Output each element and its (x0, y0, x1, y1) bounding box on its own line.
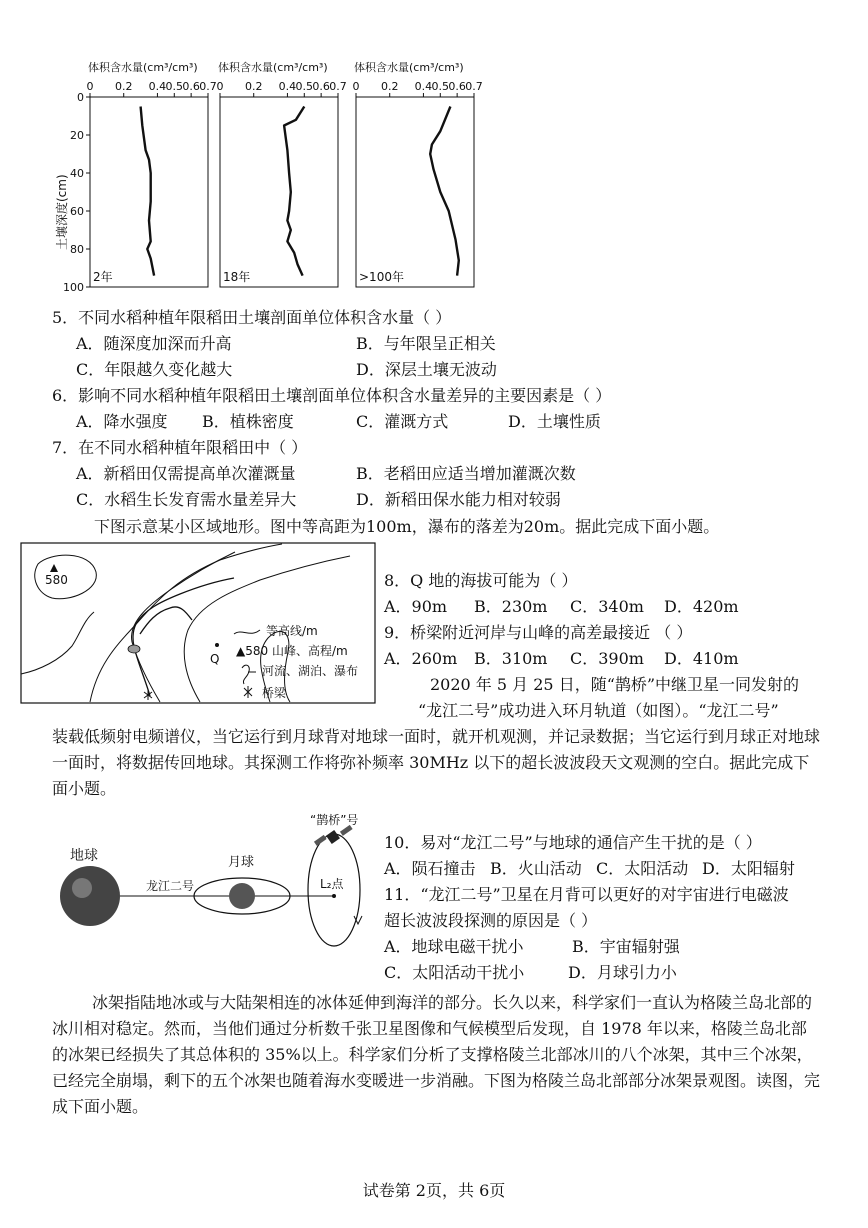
q9-option-d: D．410m (664, 649, 739, 668)
q5-option-c: C．年限越久变化越大 (76, 360, 233, 379)
x-tick-label: 0.5 (295, 80, 314, 93)
contour-line (132, 552, 235, 702)
x-tick-label: 0.7 (465, 80, 483, 93)
longjiang-label: 龙江二号 (146, 879, 195, 893)
q8-option-d: D．420m (664, 597, 739, 616)
legend-contour-label: 等高线/m (266, 624, 318, 638)
y-tick-label: 40 (70, 167, 84, 180)
y-axis-label: 土壤深度(cm) (55, 174, 69, 250)
queqiao-label: “鹊桥”号 (310, 813, 359, 827)
x-tick-label: 0.5 (431, 80, 450, 93)
q10-stem: 10．易对“龙江二号”与地球的通信产生干扰的是（ ） (384, 833, 762, 852)
y-tick-label: 60 (70, 205, 84, 218)
x-tick-label: 0.4 (414, 80, 433, 93)
moisture-line-1 (141, 107, 155, 276)
bridge-icon (144, 690, 152, 700)
x-tick-label: 0.4 (278, 80, 297, 93)
earth-label: 地球 (70, 848, 98, 864)
x-tick-label: 0.6 (182, 80, 200, 93)
legend-water-icon (242, 665, 256, 684)
q11-option-d: D．月球引力小 (568, 963, 677, 982)
q10-option-b: B．火山活动 (490, 859, 582, 878)
q11-stem-line1: 11．“龙江二号”卫星在月背可以更好的对宇宙进行电磁波 (384, 885, 789, 904)
q10-option-d: D．太阳辐射 (702, 859, 795, 878)
q8-option-a: A．90m (384, 597, 448, 616)
x-tick-label: 0 (86, 80, 94, 93)
q10-option-a: A．陨石撞击 (384, 859, 476, 878)
orbit-intro-paragraph: 装载低频射电频谱仪，当它运行到月球背对地球一面时，就开机观测，并记录数据；当它运行到月球正对地球一面时，将数据传回地球。其探测工作将弥补频率 30MHz 以下的超长波波段天文观测的空白。据此完成下面小题。 (52, 727, 821, 798)
x-tick-label: 0.7 (199, 80, 217, 93)
q11-option-b: B．宇宙辐射强 (572, 937, 680, 956)
panel-label-3: >100年 (359, 270, 404, 284)
map-intro: 下图示意某小区域地形。图中等高距为100m，瀑布的落差为20m。据此完成下面小题。 (94, 517, 720, 536)
legend-contour-icon (234, 630, 260, 634)
peak-elevation: 580 (45, 573, 68, 587)
q7-option-a: A．新稻田仅需提高单次灌溉量 (76, 464, 296, 483)
q9-option-a: A．260m (384, 649, 458, 668)
l2-label: L₂点 (320, 877, 344, 891)
q9-option-c: C．390m (570, 649, 644, 668)
orbit-intro-line1: 2020 年 5 月 25 日，随“鹊桥”中继卫星一同发射的 (430, 675, 800, 694)
moisture-line-3 (430, 107, 459, 276)
x-tick-label: 0.2 (380, 80, 399, 93)
q11-option-c: C．太阳活动干扰小 (384, 963, 525, 982)
lake (128, 645, 140, 653)
panel-label-2: 18年 (223, 270, 251, 284)
q7-option-b: B．老稻田应适当增加灌溉次数 (356, 464, 576, 483)
earth-icon (60, 866, 120, 926)
orbit-intro-line2: “龙江二号”成功进入环月轨道（如图）。“龙江二号” (418, 701, 779, 720)
q8-option-c: C．340m (570, 597, 644, 616)
plot-frame-2 (220, 97, 338, 287)
y-tick-label: 20 (70, 129, 84, 142)
q9-option-b: B．310m (474, 649, 548, 668)
contour-line (90, 544, 282, 702)
q6-option-c: C．灌溉方式 (356, 412, 449, 431)
q5-option-b: B．与年限呈正相关 (356, 334, 496, 353)
q7-option-d: D．新稻田保水能力相对较弱 (356, 490, 561, 509)
peak-icon (50, 564, 58, 572)
q5-stem: 5．不同水稻种植年限稻田土壤剖面单位体积含水量（ ） (52, 308, 452, 327)
ice-shelf-intro: 冰架指陆地冰或与大陆架相连的冰体延伸到海洋的部分。长久以来，科学家们一直认为格陵兰岛北部的冰川相对稳定。然而，当他们通过分析数千张卫星图像和气候模型后发现，自 1978 年以来，格陵兰岛北部的冰架已经损失了其总体积的 35%以上。科学家们分析了支撑格陵兰北部冰川的八个冰架，其中三个冰架，已经完全崩塌，剩下的五个冰架也随着海水变暖进一步消融。下图为格陵兰岛北部部分冰架景观图。读图，完成下面小题。 (52, 993, 821, 1116)
q5-option-d: D．深层土壤无波动 (356, 360, 497, 379)
map-frame (21, 543, 375, 703)
x-tick-label: 0.2 (114, 80, 133, 93)
q8-option-b: B．230m (474, 597, 548, 616)
moon-icon (229, 883, 255, 909)
q6-stem: 6．影响不同水稻种植年限稻田土壤剖面单位体积含水量差异的主要因素是（ ） (52, 386, 612, 405)
chart-title-2: 体积含水量(cm³/cm³) (218, 61, 328, 74)
q6-option-b: B．植株密度 (202, 412, 294, 431)
legend-bridge-icon (244, 686, 252, 698)
q7-stem: 7．在不同水稻种植年限稻田中（ ） (52, 438, 308, 457)
q10-option-c: C．太阳活动 (596, 859, 689, 878)
y-tick-label: 0 (77, 91, 84, 104)
q6-option-a: A．降水强度 (76, 412, 168, 431)
q8-stem: 8．Q 地的海拔可能为（ ） (384, 571, 578, 590)
x-tick-label: 0 (216, 80, 224, 93)
x-tick-label: 0.6 (448, 80, 466, 93)
plot-frame-3 (356, 97, 474, 287)
point-q-marker (215, 643, 219, 647)
x-tick-label: 0.6 (312, 80, 330, 93)
l2-point-marker (332, 894, 336, 898)
moisture-line-2 (284, 107, 304, 276)
q11-stem-line2: 超长波波段探测的原因是（ ） (384, 911, 598, 930)
x-tick-label: 0.2 (244, 80, 263, 93)
y-tick-label: 80 (70, 243, 84, 256)
contour-line (21, 612, 94, 674)
panel-label-1: 2年 (93, 270, 113, 284)
river (133, 578, 234, 696)
q6-option-d: D．土壤性质 (508, 412, 601, 431)
point-q-label: Q (210, 652, 220, 666)
topographic-map (20, 542, 376, 704)
chart-title-3: 体积含水量(cm³/cm³) (354, 61, 464, 74)
soil-moisture-charts (40, 55, 483, 300)
orbit-diagram (52, 808, 382, 948)
legend-bridge-label: 桥梁 (262, 686, 287, 700)
legend-water-label: 河流、湖泊、瀑布 (262, 664, 359, 678)
chart-title-1: 体积含水量(cm³/cm³) (88, 61, 198, 74)
x-tick-label: 0.5 (165, 80, 184, 93)
q7-option-c: C．水稻生长发育需水量差异大 (76, 490, 297, 509)
moon-label: 月球 (228, 855, 255, 870)
x-tick-label: 0.4 (148, 80, 167, 93)
legend-peak-label: ▲580 山峰、高程/m (236, 644, 348, 658)
y-tick-label: 100 (63, 281, 84, 294)
x-tick-label: 0 (352, 80, 360, 93)
q5-option-a: A．随深度加深而升高 (76, 334, 232, 353)
page-footer: 试卷第 2页，共 6页 (362, 1181, 506, 1200)
q11-option-a: A．地球电磁干扰小 (384, 937, 524, 956)
satellite-icon (314, 825, 353, 846)
x-tick-label: 0.7 (329, 80, 347, 93)
q9-stem: 9．桥梁附近河岸与山峰的高差最接近 （ ） (384, 623, 693, 642)
plot-frame-1 (90, 97, 208, 287)
